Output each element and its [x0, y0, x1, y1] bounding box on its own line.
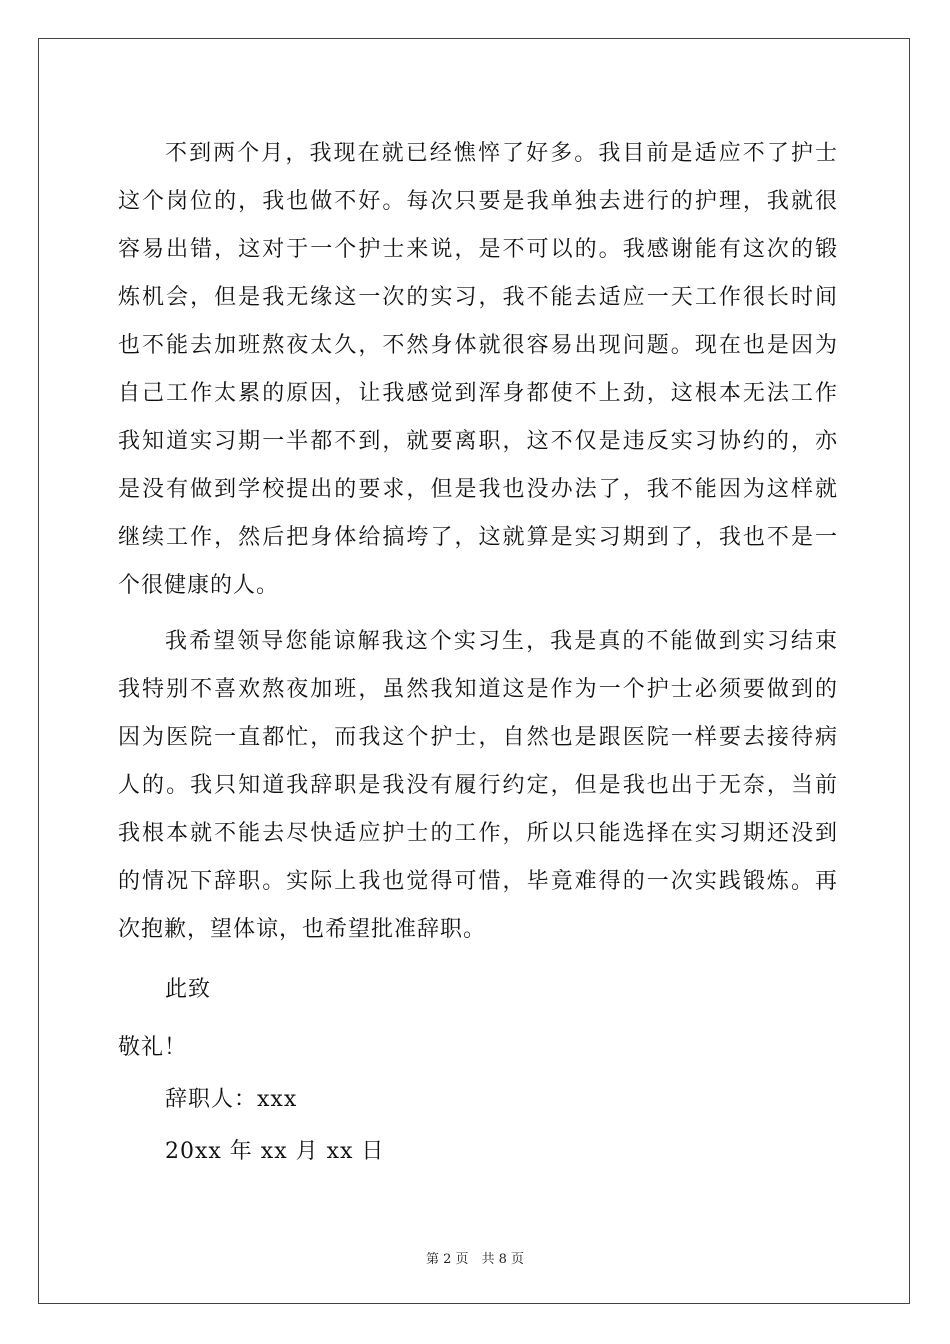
paragraph-line: 这个岗位的，我也做不好。每次只要是我单独去进行的护理，我就很	[118, 189, 838, 214]
paragraph-line: 我特别不喜欢熬夜加班，虽然我知道这是作为一个护士必须要做到的	[118, 677, 838, 702]
paragraph-line: 也不能去加班熬夜太久，不然身体就很容易出现问题。现在也是因为	[118, 333, 838, 358]
paragraph-line: 我希望领导您能谅解我这个实习生，我是真的不能做到实习结束	[165, 629, 838, 654]
paragraph-line: 因为医院一直都忙，而我这个护士，自然也是跟医院一样要去接待病	[118, 725, 838, 750]
paragraph-line: 自己工作太累的原因，让我感觉到浑身都使不上劲，这根本无法工作	[118, 381, 838, 406]
paragraph-line: 次抱歉，望体谅，也希望批准辞职。	[118, 917, 487, 942]
paragraph-line: 炼机会，但是我无缘这一次的实习，我不能去适应一天工作很长时间	[118, 285, 838, 310]
paragraph-line: 是没有做到学校提出的要求，但是我也没办法了，我不能因为这样就	[118, 477, 838, 502]
paragraph-line: 的情况下辞职。实际上我也觉得可惜，毕竟难得的一次实践锻炼。再	[118, 869, 838, 894]
paragraph-line: 继续工作，然后把身体给搞垮了，这就算是实习期到了，我也不是一	[118, 525, 838, 550]
date: 20xx 年 xx 月 xx 日	[165, 1139, 385, 1164]
regards: 敬礼！	[118, 1035, 188, 1060]
paragraph-line: 我知道实习期一半都不到，就要离职，这不仅是违反实习协约的，亦	[118, 429, 838, 454]
paragraph-line: 容易出错，这对于一个护士来说，是不可以的。我感谢能有这次的锻	[118, 237, 838, 262]
paragraph-line: 我根本就不能去尽快适应护士的工作，所以只能选择在实习期还没到	[118, 821, 838, 846]
paragraph-line: 不到两个月，我现在就已经憔悴了好多。我目前是适应不了护士	[165, 141, 838, 166]
page-number: 第 2 页 共 8 页	[425, 1252, 525, 1267]
paragraph-line: 人的。我只知道我辞职是我没有履行约定，但是我也出于无奈，当前	[118, 773, 838, 798]
salutation: 此致	[165, 977, 212, 1002]
signer: 辞职人：xxx	[165, 1087, 298, 1112]
paragraph-line: 个很健康的人。	[118, 573, 280, 598]
page-border	[38, 38, 910, 1304]
